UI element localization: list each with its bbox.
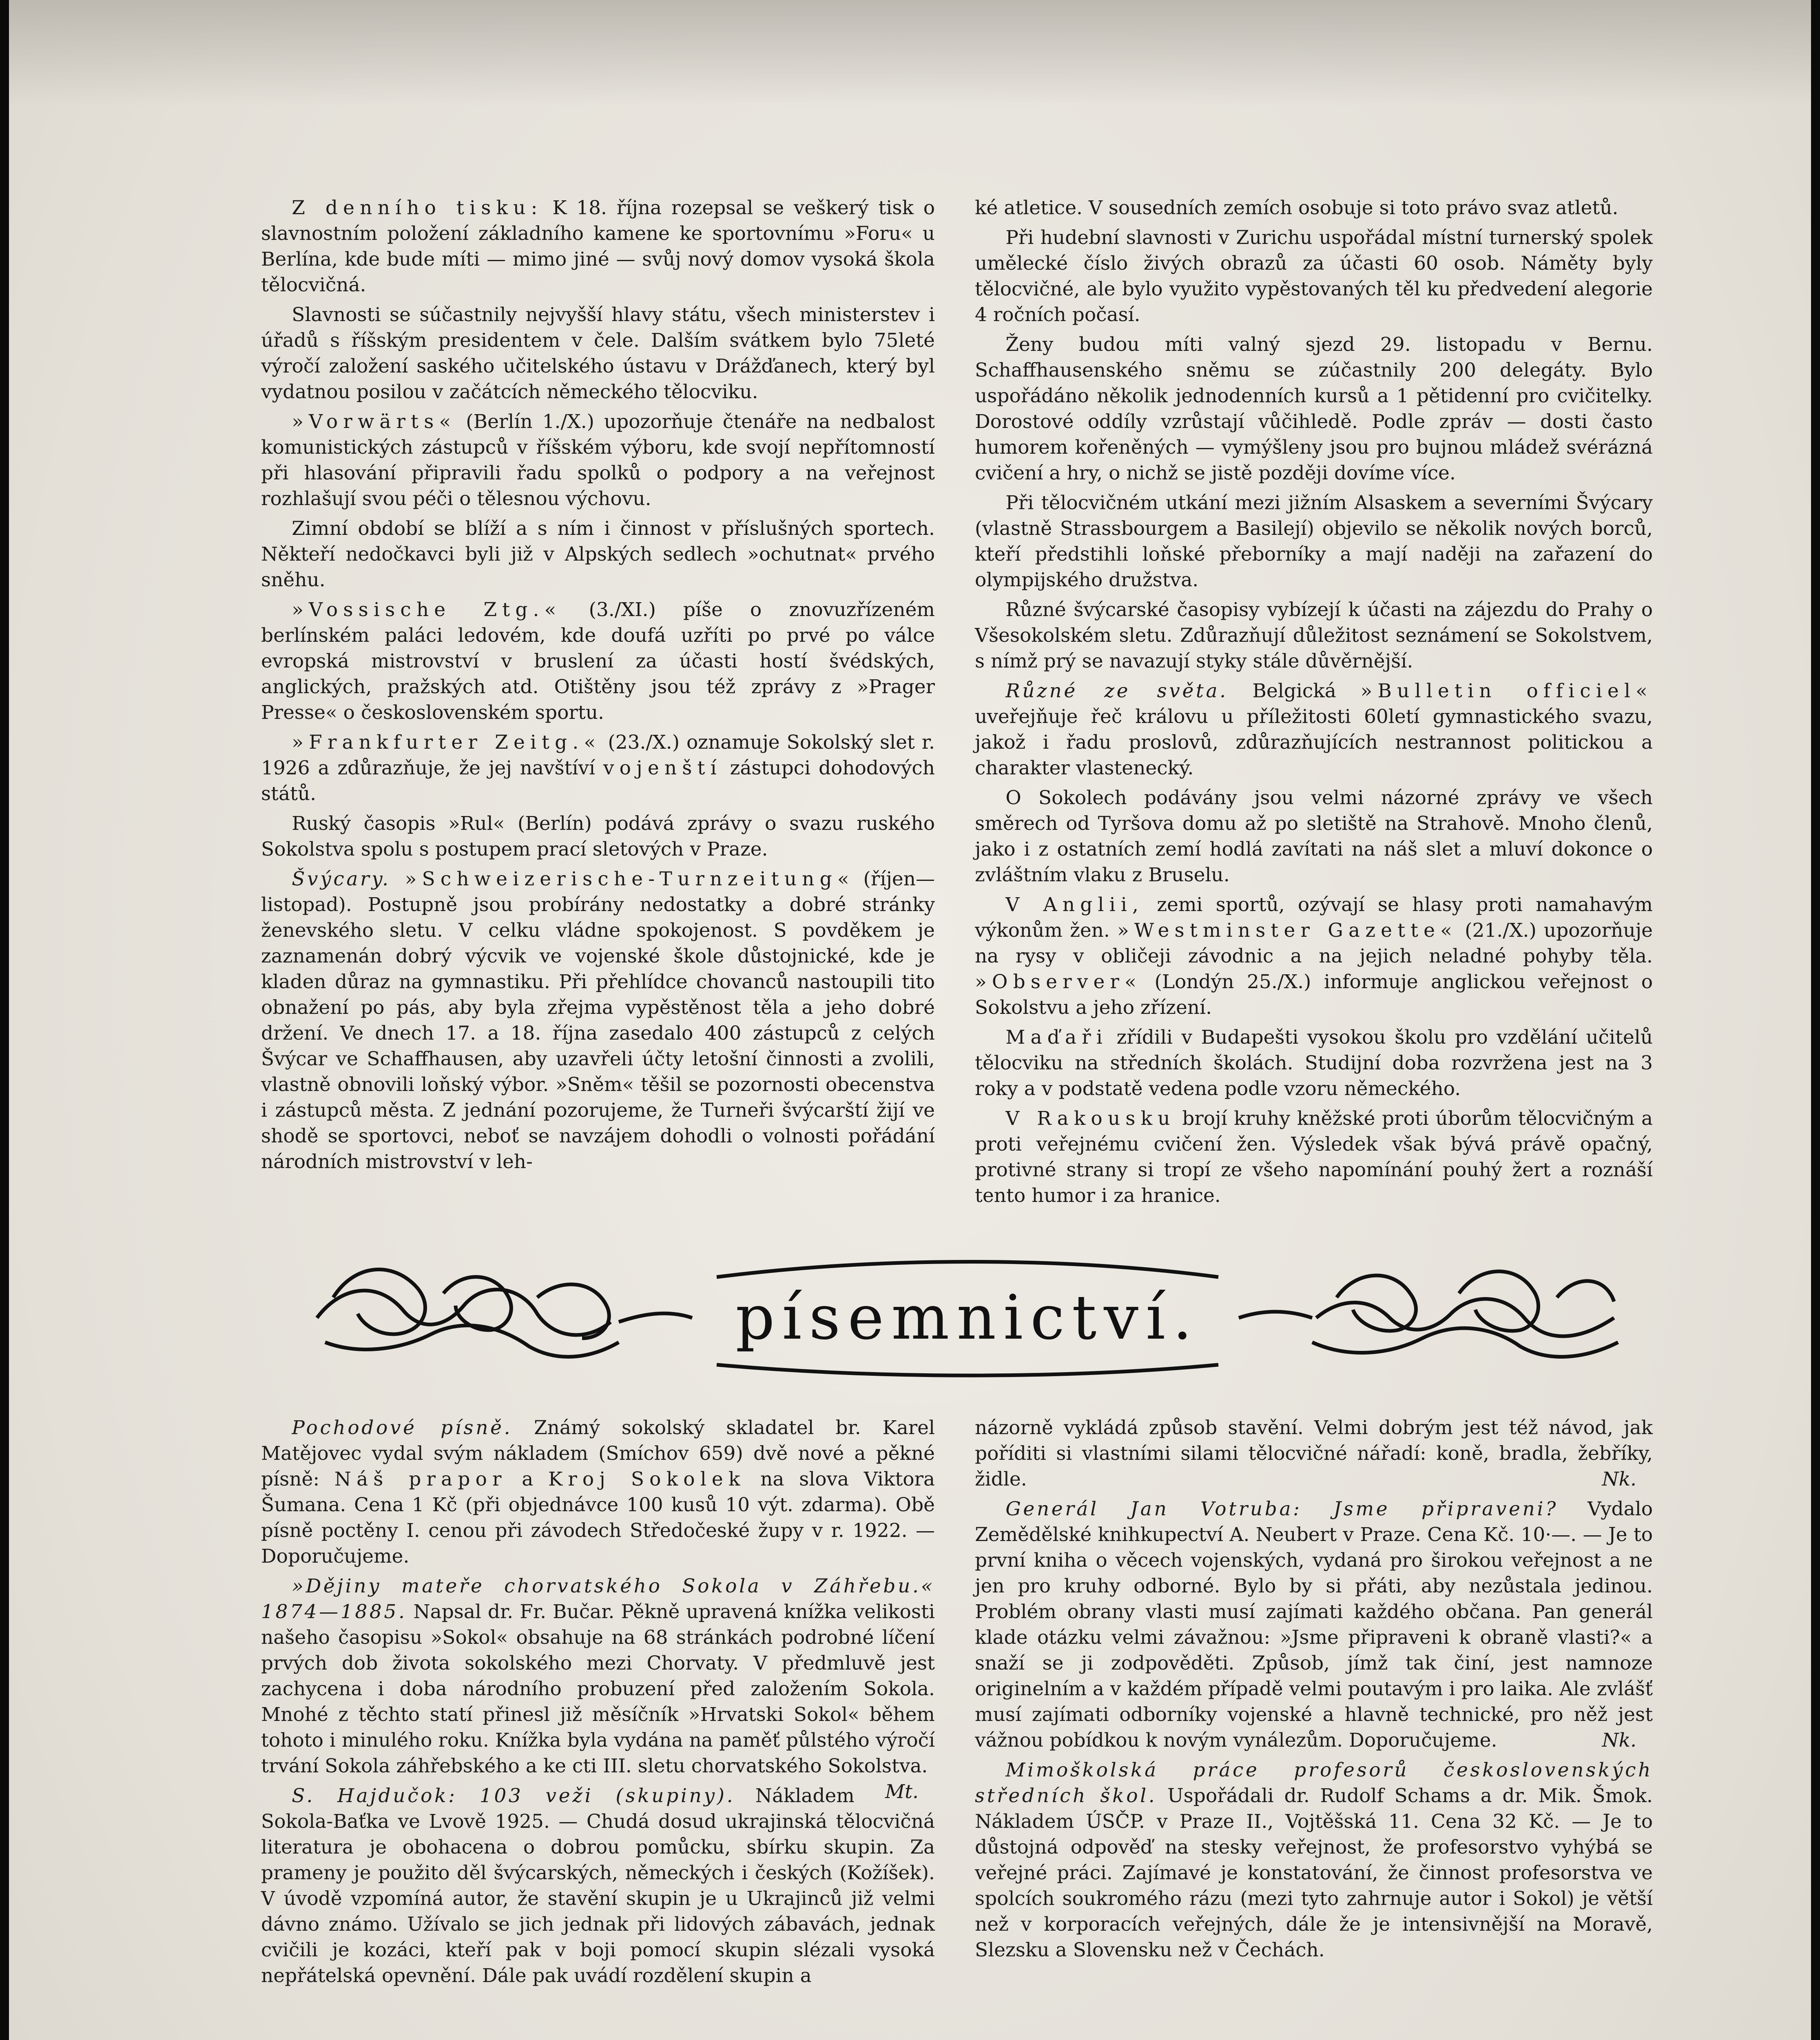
paragraph-text: (21./X.) upozorňuje na rysy v obličeji závodnic a na jejich neladné pohyby těla.: [975, 919, 1653, 967]
paragraph-text: a: [507, 1468, 548, 1490]
reviewer-signature: Nk.: [1602, 1729, 1636, 1752]
press-title: »Schweizerische-Turnzeitung«: [390, 868, 855, 890]
section-lead: V Rakousku: [1005, 1107, 1176, 1130]
column-news-left: [261, 195, 935, 1179]
paragraph-text: Vydalo Zemědělské knihkupectví A. Neubert v Praze. Cena Kč. 10·—. — Je to první kniha o věcech vojenských, vydaná pro širokou veřejnost a ne jen pro kruhy odborné. Bylo by si přáti, aby nezůstala jedinou. Problém obrany vlasti musí zajímati každého občana. Pan generál klade otázku velmi závažnou: »Jsme připraveni k obraně vlasti?« a snaží se ji zodpověděti. Způsob, jímž tak činí, jest namnoze originelním a v každém případě velmi poutavým i pro laika. Ale zvlášť musí zajímati odborníky vojenské a hlavně technické, pro něž jest vážnou pobídkou k novým vynálezům. Doporučujeme.: [975, 1498, 1653, 1752]
paragraph-text: (23./X.) oznamuje Sokolský slet r. 1926 a zdůrazňuje, že jej navštíví: [261, 731, 935, 779]
paragraph-text: zástupci dohodových států.: [261, 757, 935, 805]
reviewer-signature: Nk.: [1602, 1468, 1636, 1490]
paragraph: [261, 730, 935, 807]
emphasis: vojenští: [603, 757, 722, 779]
paragraph: Při hudební slavnosti v Zurichu uspořádal místní turnerský spolek umělecké číslo živých obrazů za účasti 60 osob. Náměty byly tělocvičné, ale bylo využito vypěstovaných těl ku předvedení alegorie 4 ročních počasí.: [975, 226, 1653, 326]
section-lead: Z denního tisku:: [292, 197, 543, 219]
paragraph: Při tělocvičném utkání mezi jižním Alsaskem a severními Švýcary (vlastně Strassbourgem a Basilejí) objevilo se několik nových borců, kteří předstihli loňské přeborníky a mají naději na zařazení do olympijského družstva.: [975, 492, 1653, 591]
section-title: písemnictví.: [735, 1282, 1200, 1353]
paragraph: [975, 1415, 1653, 1492]
paragraph-text: Belgická: [1228, 680, 1361, 702]
paragraph-text: zemi sportů, ozývají se hlasy proti namahavým výkonům žen.: [975, 894, 1653, 942]
press-title: »Vossische Ztg.«: [292, 599, 562, 621]
paragraph-text: na slova Viktora Šumana. Cena 1 Kč (při objednávce 100 kusů 10 výt. zdarma). Obě písně poctěny I. cenou při závodech Středočeské župy v r. 1922. — Doporučujeme.: [261, 1468, 935, 1568]
paragraph: [975, 1024, 1653, 1102]
paragraph: [975, 1106, 1653, 1208]
paragraph-text: Napsal dr. Fr. Bučar. Pěkně upravená knížka velikosti našeho časopisu »Sokol« obsahuje na 68 stránkách podrobné líčení prvých dob života sokolského mezi Chorvaty. V předmluvě jest zachycena i doba národního probuzení před založením Sokola. Mnohé z těchto statí přinesl již měsíčník »Hrvatski Sokol« během tohoto i minulého roku. Knížka byla vydána na paměť půlstého výročí trvání Sokola záhřebského a ke cti III. sletu chorvatského Sokolstva.: [261, 1601, 935, 1777]
paragraph: ké atletice. V sousedních zemích osobuje si toto právo svaz atletů.: [975, 197, 1619, 219]
column-books-left: [261, 1415, 935, 1993]
paragraph-text: (Londýn 25./X.) informuje anglickou veřejnost o Sokolstvu a jeho zřízení.: [975, 971, 1653, 1019]
paragraph: [975, 1757, 1653, 1963]
paragraph: Ženy budou míti valný sjezd 29. listopadu v Bernu. Schaffhausenského sněmu se zúčastnily 200 delegáty. Bylo uspořádáno několik jednodenních kursů a 1 pětidenní pro cvičitelky. Dorostové oddíly vzrůstají vůčihledě. Podle zpráv — dosti často humorem kořeněných — vymýšleny jsou pro bujnou mládež svérázná cvičení a hry, o nichž se jistě později dovíme více.: [975, 333, 1653, 484]
song-title: Kroj Sokolek: [548, 1468, 746, 1490]
paragraph: Různé švýcarské časopisy vybízejí k účasti na zájezdu do Prahy o Všesokolském sletu. Zdůrazňují důležitost seznámení se Sokolstvem, s nímž prý se navazují styky stále důvěrnější.: [975, 599, 1653, 672]
section-lead: Maďaři: [1005, 1026, 1108, 1049]
book-title: Pochodové písně.: [292, 1417, 513, 1439]
paragraph-text: (3./XI.) píše o znovuzřízeném berlínském paláci ledovém, kde doufá uzříti po prvé po válce evropská mistrovství v bruslení za účasti hostí švédských, anglických, pražských atd. Otištěny jsou též zprávy z »Prager Presse« o československém sportu.: [261, 599, 935, 724]
paragraph-text: Nákladem Sokola-Baťka ve Lvově 1925. — Chudá dosud ukrajinská tělocvičná literatura je obohacena o dobrou pomůcku, sbírku skupin. Za prameny je použito děl švýcarských, německých i českých (Kožíšek). V úvodě vzpomíná autor, že stavění skupin je u Ukrajinců již velmi dávno známo. Užívalo se jich jednak při lidových zábavách, jednak cvičili je kozáci, kteří pak v boji pomocí skupin slézali vysoká nepřátelská opevnění. Dále pak uvádí rozdělení skupin a: [261, 1785, 935, 1987]
paragraph: [261, 1783, 935, 1989]
paragraph: [261, 195, 935, 298]
book-title: Mimoškolská práce profesorů československých středních škol.: [975, 1759, 1653, 1807]
paragraph-text: zřídili v Budapešti vysokou školu pro vzdělání učitelů tělocviku na středních školách. Studijní doba rozvržena jest na 3 roky a v podstatě vedena podle vzoru německého.: [975, 1026, 1653, 1100]
section-banner: [309, 1248, 1626, 1387]
section-lead: V Anglii,: [1005, 894, 1144, 916]
section-lead: Různé ze světa.: [1005, 680, 1228, 702]
paragraph: Ruský časopis »Rul« (Berlín) podává zprávy o svazu ruského Sokolstva spolu s postupem prací sletových v Praze.: [261, 812, 935, 860]
paragraph: O Sokolech podávány jsou velmi názorné zprávy ve všech směrech od Tyršova domu až po sletiště na Strahově. Mnoho členů, jako i z ostatních zemí hodlá zavítati na náš slet a mluví dokonce o zvláštním vlaku z Bruselu.: [975, 787, 1653, 886]
paragraph: Zimní období se blíží a s ním i činnost v příslušných sportech. Někteří nedočkavci byli již v Alpských sedlech »ochutnat« prvého sněhu.: [261, 517, 935, 591]
paragraph-text: (Berlín 1./X.) upozorňuje čtenáře na nedbalost komunistických zástupců v říšském výboru, kde svojí nepřítomností při hlasování připravili řadu spolků o podpory a na veřejnost rozhlašují svou péči o tělesnou výchovu.: [261, 410, 935, 510]
paragraph: [261, 409, 935, 512]
reviewer-signature: Mt.: [885, 1781, 919, 1803]
paragraph: [975, 892, 1653, 1020]
column-news-right: [975, 195, 1653, 1213]
press-title: »Bulletin officiel«: [1360, 680, 1653, 702]
column-books-right: [975, 1415, 1653, 1967]
paragraph: [975, 1496, 1653, 1753]
paragraph-text: názorně vykládá způsob stavění. Velmi dobrým jest též návod, jak poříditi si vlastními silami tělocvičné nářadí: koně, bradla, žebříky, židle.: [975, 1417, 1653, 1490]
song-title: Náš prapor: [334, 1468, 507, 1490]
paragraph-text: brojí kruhy kněžské proti úborům tělocvičným a proti veřejnému cvičení žen. Výsledek však bývá právě opačný, protivné strany si tropí ze všeho napomínání pouhý žert a roznáší tento humor i za hranice.: [975, 1107, 1653, 1207]
press-title: »Vorwärts«: [292, 410, 456, 433]
paragraph-text: K 18. října rozepsal se veškerý tisk o slavnostním položení základního kamene ke sportovnímu »Foru« u Berlína, kde bude míti — mimo jiné — svůj nový domov vysoká škola tělocvičná.: [261, 197, 935, 296]
paragraph: Slavnosti se súčastnily nejvyšší hlavy státu, všech ministerstev i úřadů s říšským presidentem v čele. Dalším svátkem bylo 75leté výročí založení saského učitelského ústavu v Drážďanech, který byl vydatnou posilou v začátcích německého tělocviku.: [261, 304, 935, 403]
book-title: Generál Jan Votruba: Jsme připraveni?: [1005, 1498, 1558, 1520]
paragraph: [261, 866, 935, 1175]
paragraph-text: Uspořádali dr. Rudolf Schams a dr. Mik. Šmok. Nákladem ÚSČP. v Praze II., Vojtěšská 11. Cena 32 Kč. — Je to důstojná odpověď na stesky veřejnost, že profesorstvo vyhýbá se veřejné práci. Zajímavé je konstatování, že činnost profesorstva ve spolcích soukromého rázu (mezi tyto zahrnuje autor i Sokol) je větší než v korporacích veřejných, dále že je intensivnější na Moravě, Slezsku a Slovensku než v Čechách.: [975, 1785, 1653, 1961]
scan-shadow: [9, 0, 1811, 106]
paragraph: [261, 597, 935, 725]
paragraph-text: Známý sokolský skladatel br. Karel Matějovec vydal svým nákladem (Smíchov 659) dvě nové a pěkné písně:: [261, 1417, 935, 1490]
press-title: »Observer«: [975, 971, 1142, 993]
book-title: »Dějiny mateře chorvatského Sokola v Záhřebu.« 1874—1885.: [261, 1575, 935, 1623]
press-title: »Westminster Gazette«: [1117, 919, 1458, 942]
press-title: »Frankfurter Zeitg.«: [292, 731, 601, 754]
paragraph-text: (říjen—listopad). Postupně jsou probírány nedostatky a dobré stránky ženevského sletu. V celku vládne spokojenost. S povděkem je zaznamenán dobrý výcvik ve vojenské škole důstojnické, kde je kladen důraz na gymnastiku. Při přehlídce chovanců nastoupili tito obnažení po pás, aby byla zřejma vypěstěnost těla a jeho dobré držení. Ve dnech 17. a 18. října zasedalo 400 zástupců z celých Švýcar ve Schaffhausen, aby uzavřeli účty letošní činnosti a zvolili, vlastně obnovili loňský výbor. »Sněm« těšil se pozornosti obecenstva i zástupců města. Z jednání pozorujeme, že Turneři švýcarští žijí ve shodě se sportovci, neboť se navzájem dohodli o volnosti pořádání národních mistrovství v leh-: [261, 868, 935, 1173]
paragraph: [975, 678, 1653, 781]
page-sheet: [9, 0, 1811, 2040]
section-lead: Švýcary.: [292, 868, 391, 890]
paragraph: [261, 1415, 935, 1569]
paragraph-text: uveřejňuje řeč královu u příležitosti 60letí gymnastického svazu, jakož i řadu proslovů, zdůrazňujících nestrannost politickou a charakter vlastenecký.: [975, 705, 1653, 779]
book-title: S. Hajdučok: 103 veži (skupiny).: [292, 1785, 735, 1807]
